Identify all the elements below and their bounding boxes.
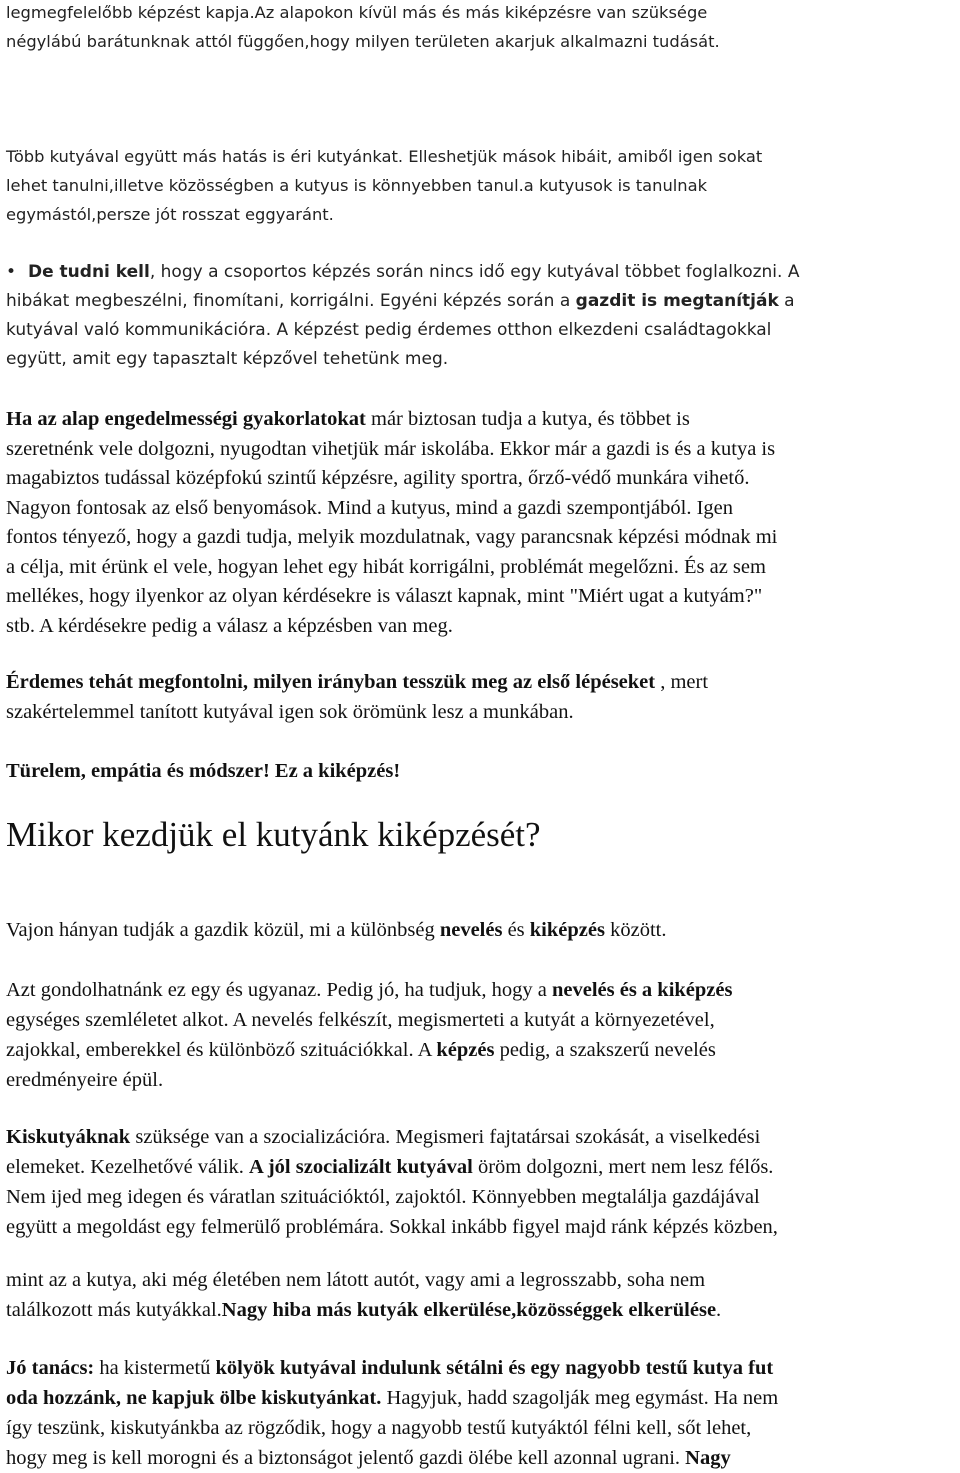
worth-considering-paragraph <box>6 668 956 727</box>
upbringing-paragraph <box>6 975 956 1095</box>
text-span: Azt gondolhatnánk ez egy és ugyanaz. Pedig jó, ha tudjuk, hogy a <box>6 979 552 1001</box>
motto-line <box>6 757 956 787</box>
text-span: elemeket. Kezelhetővé válik. <box>6 1156 250 1178</box>
text-line: Nagyon fontosak az első benyomások. Mind a kutyus, mind a gazdi szempontjából. Igen <box>6 496 734 519</box>
bold-text: nevelés és a kiképzés <box>551 979 733 1001</box>
text-line: Több kutyával együtt más hatás is éri kutyánkat. Elleshetjük mások hibáit, amiből igen sokat <box>6 147 763 166</box>
text-line: kutyával való kommunikációra. A képzést pedig érdemes otthon elkezdeni családtagokkal <box>6 320 772 340</box>
text-line: fontos tényező, hogy a gazdi tudja, melyik mozdulatnak, vagy parancsnak képzési módnak mi <box>6 526 778 548</box>
text-span: zajokkal, emberekkel és különböző szituációkkal. A <box>6 1039 437 1061</box>
text-span: Hagyjuk, hadd szagolják meg egymást. Ha nem <box>381 1387 779 1409</box>
question-paragraph <box>6 915 956 945</box>
text-line <box>6 1353 956 1383</box>
text-line <box>6 915 956 945</box>
bold-text: képzés <box>436 1039 495 1061</box>
text-line: magabiztos tudással középfokú szintű képzésre, agility sportra, őrző-védő munkára vihető. <box>6 467 750 489</box>
text-span: már biztosan tudja a kutya, és többet is <box>365 408 690 430</box>
section-heading: Mikor kezdjük el kutyánk kiképzését? <box>6 815 541 854</box>
text-span: szüksége van a szocializációra. Megismeri fajtatársai szokását, a viselkedési <box>130 1126 761 1148</box>
bold-text: gazdit is megtanítják <box>575 291 779 311</box>
intro-paragraph <box>6 0 956 56</box>
text-line <box>6 258 956 287</box>
bold-text: Érdemes tehát megfontolni, milyen irányban tesszük meg az első lépéseket <box>6 671 656 693</box>
text-line: szeretnénk vele dolgozni, nyugodtan vihetjük már iskolába. Ekkor már a gazdi is és a kutya is <box>6 437 776 460</box>
text-line: mint az a kutya, aki még életében nem látott autót, vagy ami a legrosszabb, soha nem <box>6 1269 706 1291</box>
text-span: pedig, a szakszerű nevelés <box>494 1039 716 1061</box>
text-line: legmegfelelőbb képzést kapja.Az alapokon kívül más és más kiképzésre van szüksége <box>6 3 708 22</box>
text-line <box>6 1035 956 1065</box>
text-line <box>6 287 956 316</box>
group-training-paragraph <box>6 142 956 229</box>
bold-text: kölyök kutyával indulunk sétálni és egy nagyobb testű kutya fut <box>215 1357 774 1379</box>
bold-text: Jó tanács: <box>6 1357 95 1379</box>
bold-text: Türelem, empátia és módszer! Ez a kiképzés! <box>6 760 401 782</box>
basic-obedience-paragraph <box>6 405 956 641</box>
good-advice-paragraph <box>6 1353 956 1473</box>
bold-text: Ha az alap engedelmességi gyakorlatokat <box>6 408 366 430</box>
text-span: öröm dolgozni, mert nem lesz félős. <box>472 1156 774 1178</box>
puppies-paragraph <box>6 1122 956 1242</box>
text-line <box>6 1443 956 1473</box>
text-line <box>6 1295 956 1325</box>
text-line <box>6 975 956 1005</box>
text-line <box>6 668 956 698</box>
bullet-paragraph <box>6 258 956 374</box>
text-line: szakértelemmel tanított kutyával igen sok örömünk lesz a munkában. <box>6 700 574 723</box>
text-line: stb. A kérdésekre pedig a válasz a képzésben van meg. <box>6 614 453 637</box>
text-line <box>6 1122 956 1152</box>
text-line: egymástól,persze jót rosszat eggyaránt. <box>6 205 334 224</box>
text-line: így teszünk, kiskutyánkba az rögződik, hogy a nagyobb testű kutyáktól félni kell, sőt lehet, <box>6 1417 752 1439</box>
text-line <box>6 405 956 435</box>
bullet-icon: • <box>6 262 17 282</box>
bold-text: nevelés <box>439 919 503 941</box>
text-line: együtt a megoldást egy felmerülő problémára. Sokkal inkább figyel majd ránk képzés közben, <box>6 1216 778 1238</box>
bold-text: Kiskutyáknak <box>6 1126 131 1148</box>
bold-text: kiképzés <box>529 919 605 941</box>
bold-text: Nagy <box>685 1447 731 1469</box>
bold-text: oda hozzánk, ne kapjuk ölbe kiskutyánkat. <box>6 1387 382 1409</box>
text-span: , mert <box>655 671 709 693</box>
text-line: eredményeire épül. <box>6 1069 164 1091</box>
text-span: és <box>502 919 530 941</box>
bold-text: Nagy hiba más kutyák elkerülése,közösséggek elkerülése <box>221 1299 717 1321</box>
puppies-paragraph-continued <box>6 1265 956 1325</box>
text-span: Vajon hányan tudják a gazdik közül, mi a különbség <box>6 919 440 941</box>
text-span: ha kistermetű <box>94 1357 216 1379</box>
text-line: együtt, amit egy tapasztalt képzővel tehetünk meg. <box>6 349 449 369</box>
text-line <box>6 1383 956 1413</box>
text-line: lehet tanulni,illetve közösségben a kutyus is könnyebben tanul.a kutyusok is tanulnak <box>6 176 708 195</box>
text-line: a célja, mit érünk el vele, hogyan lehet egy hibát korrigálni, problémát megelőzni. És az sem <box>6 555 766 578</box>
bold-text: A jól szocializált kutyával <box>249 1156 473 1178</box>
bold-text: De tudni kell <box>28 262 150 282</box>
text-line: egységes szemléletet alkot. A nevelés felkészít, megismerteti a kutyát a környezetével, <box>6 1009 715 1031</box>
text-line: mellékes, hogy ilyenkor az olyan kérdésekre is választ kapnak, mint "Miért ugat a kutyám?" <box>6 585 763 607</box>
text-line: négylábú barátunknak attól függően,hogy milyen területen akarjuk alkalmazni tudását. <box>6 32 720 51</box>
text-line: Nem ijed meg idegen és váratlan szituációktól, zajoktól. Könnyebben megtalálja gazdájával <box>6 1186 760 1208</box>
text-span: . <box>716 1299 722 1321</box>
text-span: között. <box>604 919 667 941</box>
text-span: a <box>778 291 795 311</box>
text-span: hibákat megbeszélni, finomítani, korrigálni. Egyéni képzés során a <box>6 291 576 311</box>
text-line <box>6 1152 956 1182</box>
text-span: hogy meg is kell morogni és a biztonságot jelentő gazdi ölébe kell azonnal ugrani. <box>6 1447 686 1469</box>
text-span: , hogy a csoportos képzés során nincs idő egy kutyával többet foglalkozni. A <box>149 262 800 282</box>
text-span: találkozott más kutyákkal. <box>6 1299 222 1321</box>
